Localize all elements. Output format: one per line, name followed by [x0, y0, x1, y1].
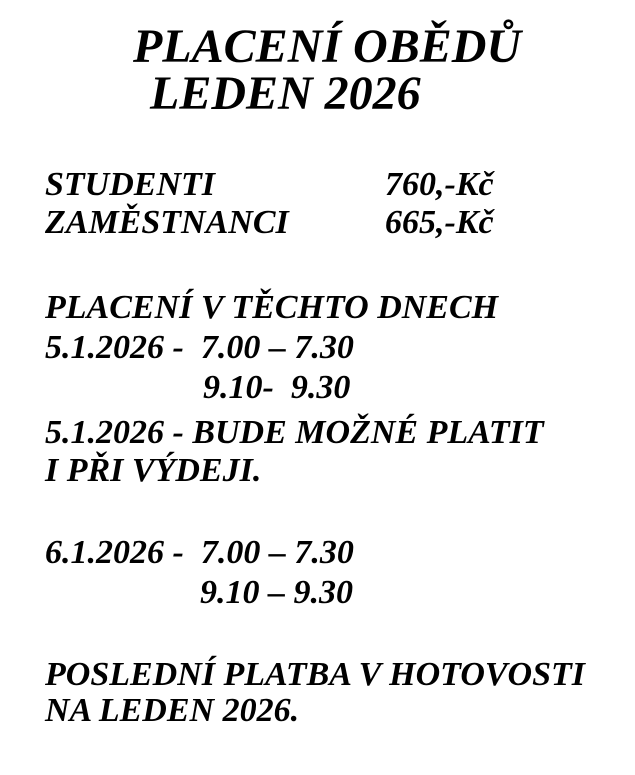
- price-amount-employees: 665,-Kč: [385, 204, 494, 241]
- price-amount-students: 760,-Kč: [385, 166, 494, 203]
- day2-times-line-2: 9.10 – 9.30: [200, 574, 353, 611]
- day1-note-line-2: I PŘI VÝDEJI.: [45, 452, 262, 489]
- notice-title-line-2: LEDEN 2026: [150, 67, 421, 120]
- footer-line-2: NA LEDEN 2026.: [45, 692, 300, 729]
- footer-line-1: POSLEDNÍ PLATBA V HOTOVOSTI: [45, 656, 586, 693]
- price-label-employees: ZAMĚSTNANCI: [45, 204, 289, 241]
- day2-times-line-1: 6.1.2026 - 7.00 – 7.30: [45, 534, 354, 571]
- day1-times-line-2: 9.10- 9.30: [203, 369, 351, 406]
- payment-days-heading: PLACENÍ V TĚCHTO DNECH: [45, 289, 499, 326]
- price-row-employees: [45, 203, 494, 243]
- notice-title-line-1: PLACENÍ OBĚDŮ: [133, 20, 522, 73]
- day1-note-line-1: 5.1.2026 - BUDE MOŽNÉ PLATIT: [45, 414, 544, 451]
- price-row-students: [45, 165, 494, 205]
- price-label-students: STUDENTI: [45, 166, 216, 203]
- day1-times-line-1: 5.1.2026 - 7.00 – 7.30: [45, 329, 354, 366]
